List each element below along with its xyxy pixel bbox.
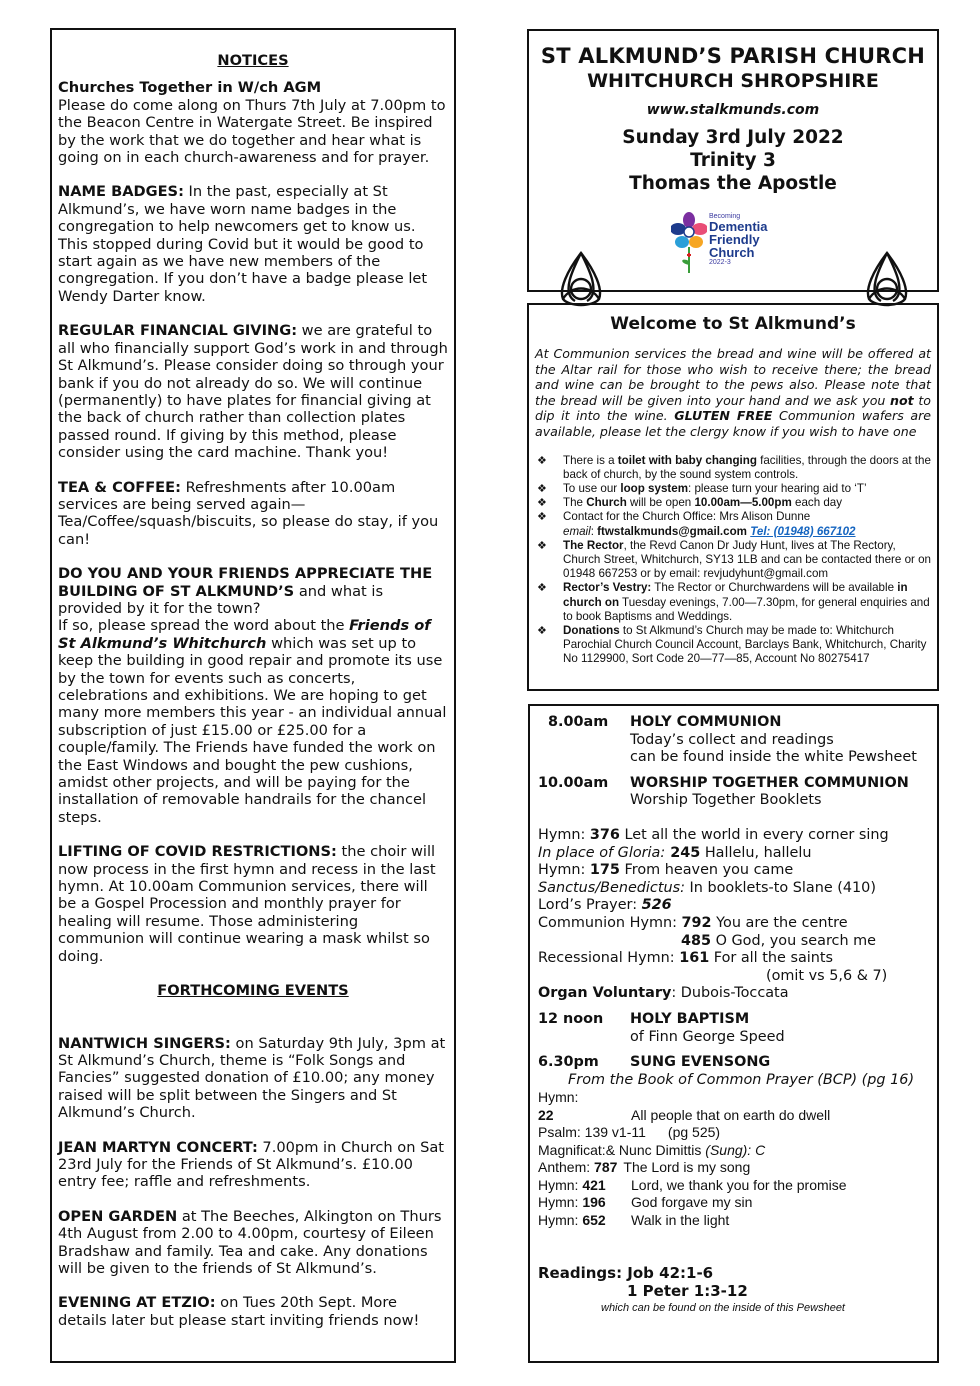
event-nantwich: [58, 1035, 448, 1122]
notice-tea-coffee: [58, 479, 448, 549]
service-line: Today’s collect and readings: [630, 731, 834, 748]
hymn-title: (Sung): C: [705, 1141, 766, 1158]
hymn-line: [538, 827, 929, 845]
item-text: to St Alkmund’s Church may be made to: Whitchurch Parochial Church Council Account, Barclays Bank, Whitchurch, Charity No 1129900, Sort Code 20—77—85, Account No 80275417: [563, 624, 927, 666]
hymn-title: Hallelu, hallelu: [700, 844, 812, 861]
hymn-label: Hymn:: [538, 1176, 583, 1193]
notice-text: the choir will now process in the first hymn and recess in the last hymn. At 10.00am Communion services, there will be a Gospel Procession and monthly prayer for healing will resume. Those administering communion will continue wearing a mask whilst so doing.: [58, 843, 436, 965]
logo-text: [709, 213, 768, 266]
notice-text: In the past, especially at St Alkmund’s, we have worn name badges in the congregation to help newcomers get to know us. This stopped during Covid but it would be good to start again as we have new members of the congregation. If you don’t have a badge please let Wendy Darter know.: [58, 183, 428, 305]
triquetra-icon-left: [553, 249, 609, 309]
diamond-bullet-icon: ❖: [537, 511, 547, 524]
notice-giving: [58, 322, 448, 461]
communion-text: At Communion services the bread and wine will be offered at the Altar rail for those who wish to receive there; the bread and wine can be brought to the pews also. Please note that the bread will be given into your hand and we ask you: [535, 346, 931, 408]
service-8am: [538, 714, 929, 767]
hymn-title: For all the saints: [709, 950, 834, 967]
notice-text: Please do come along on Thurs 7th July at 7.00pm to the Beacon Centre in Watergate Street. Be inspired by the work that we do together and hear what is going on in each church-awareness and for prayer.: [58, 96, 446, 167]
notice-text: which was set up to keep the building in good repair and promote its use by the town for events such as concerts, celebrations and exhibitions. We are hoping to get many more members this year - an individual annual subscription of just £15.00 or £25.00 for a couple/family. The Friends have funded the work on the East Windows and bought the pew cushions, amidst other projects, and will be paying for the installation of removable handrails for the chancel steps.: [58, 634, 447, 826]
organ-voluntary: [538, 985, 929, 1003]
item-text: Tuesday evenings, 7.00—7.30pm, for general enquiries and to book Baptisms and Weddings.: [563, 595, 930, 623]
service-title: SUNG EVENSONG: [630, 1054, 771, 1071]
services-panel: [528, 704, 939, 1363]
service-line: Worship Together Booklets: [630, 792, 822, 809]
service-title: WORSHIP TOGETHER COMMUNION: [630, 774, 909, 791]
notice-text: Refreshments after 10.00am services are being served again—Tea/Coffee/squash/biscuits, so please do stay, if you can!: [58, 478, 439, 548]
hymn-label: Organ Voluntary: [538, 985, 672, 1002]
hymn-label: Recessional Hymn:: [538, 950, 680, 967]
communion-notice: [535, 346, 931, 440]
feast-label: Thomas the Apostle: [629, 173, 837, 194]
event-label: JEAN MARTYN CONCERT:: [58, 1138, 258, 1156]
diamond-bullet-icon: ❖: [537, 582, 547, 595]
trinity-label: Trinity 3: [690, 150, 776, 171]
service-evensong: [538, 1054, 929, 1089]
item-text: The Rector or Churchwardens will be available: [651, 581, 898, 595]
item-text: : please turn your hearing aid to ‘T’: [688, 481, 867, 495]
notice-text: and what is provided by it for the town?: [58, 582, 384, 617]
flower-icon: [671, 211, 707, 277]
hymn-number: 175: [589, 862, 620, 879]
event-label: NANTWICH SINGERS:: [58, 1034, 231, 1052]
hymn-label: Lord’s Prayer:: [538, 897, 642, 914]
hymn-title: From heaven you came: [619, 862, 794, 879]
hymn-line: [538, 880, 929, 898]
hymn-title: Lord, we thank you for the promise: [631, 1176, 847, 1193]
item-bold: in church on: [563, 581, 908, 609]
hymn-line: [538, 1177, 929, 1195]
notice-label: NAME BADGES:: [58, 183, 184, 201]
hymn-number: 652: [582, 1211, 606, 1228]
notice-friends: [58, 565, 448, 826]
hymn-number: 376: [589, 826, 620, 843]
list-item-contact: ❖ Contact for the Church Office: Mrs Alison Dunne email: ftwstalkmunds@gmail.com Tel: (01948) 667102: [537, 510, 856, 538]
item-text: There is a: [563, 453, 618, 467]
hymn-title: God forgave my sin: [631, 1194, 753, 1211]
hymn-list-10am: [538, 827, 929, 1003]
notices-panel: [50, 28, 456, 1363]
service-10am: [538, 775, 929, 810]
hymn-title: Let all the world in every corner sing: [619, 826, 889, 843]
hymn-number: 792: [681, 914, 712, 931]
bcp-note: From the Book of Common Prayer (BCP) (pg 16): [568, 1071, 915, 1088]
notice-ct-agm: [58, 79, 448, 166]
notice-label: REGULAR FINANCIAL GIVING:: [58, 322, 298, 340]
event-text: 7.00pm in Church on Sat 23rd July for the Friends of St Alkmund’s. £10.00 entry fee; raffle and refreshments.: [58, 1138, 445, 1191]
friends-name: Friends of St Alkmund’s Whitchurch: [58, 617, 431, 652]
item-text: facilities, through the doors at the back of church, by the sound system controls.: [563, 453, 931, 481]
item-text: The: [563, 496, 587, 510]
hymn-title: All people that on earth do dwell: [631, 1106, 831, 1123]
notice-label: DO YOU AND YOUR FRIENDS APPRECIATE THE BUILDING OF ST ALKMUND’S: [58, 565, 433, 600]
hymn-number: 245: [665, 844, 701, 861]
dementia-friendly-logo: [671, 211, 791, 277]
office-email[interactable]: ftwstalkmunds@gmail.com: [597, 524, 747, 538]
hymn-line: [538, 915, 929, 933]
list-item-opening: [535, 496, 931, 510]
hymn-line: [538, 1089, 929, 1124]
hymn-line: [538, 1212, 929, 1230]
hymn-number: 526: [641, 897, 672, 914]
hymn-label: Communion Hymn:: [538, 914, 682, 931]
church-location: WHITCHURCH SHROPSHIRE: [587, 70, 879, 92]
hymn-title: O God, you search me: [711, 932, 877, 949]
welcome-panel: [527, 303, 939, 691]
hymn-number: 485: [681, 932, 712, 949]
hymn-line: [538, 1194, 929, 1212]
opening-hours: 10.00am—5.00pm: [694, 496, 792, 510]
events-heading: FORTHCOMING EVENTS: [157, 982, 349, 1000]
hymn-label: Hymn:: [538, 1211, 583, 1228]
list-item-rector: [535, 539, 931, 582]
logo-line1: Dementia: [709, 219, 768, 234]
notice-name-badges: [58, 183, 448, 305]
service-noon: [538, 1011, 929, 1046]
service-time: 6.30pm: [538, 1054, 599, 1071]
hymn-note: (omit vs 5,6 & 7): [766, 967, 888, 984]
hymn-number: 196: [582, 1194, 606, 1211]
notice-label: TEA & COFFEE:: [58, 478, 181, 496]
item-bold: Church: [586, 496, 627, 510]
hymn-line: [538, 950, 929, 968]
diamond-bullet-icon: ❖: [537, 482, 547, 495]
service-title: HOLY COMMUNION: [630, 714, 782, 730]
service-title: HOLY BAPTISM: [630, 1010, 750, 1027]
hymn-line: [538, 1124, 929, 1142]
event-label: OPEN GARDEN: [58, 1207, 178, 1225]
item-text: , the Revd Canon Dr Judy Hunt, lives at The Rectory, Church Street, Whitchurch, SY13 1LB and can be contacted there or on 01948 667253 or by email: revjudyhunt@gmail.com: [563, 538, 931, 581]
hymn-title: In booklets-to Slane (410): [684, 879, 876, 896]
hymn-label: Magnificat:& Nunc Dimittis: [538, 1141, 706, 1158]
hymn-label: In place of Gloria:: [538, 844, 666, 861]
communion-not: not: [890, 392, 914, 408]
item-text: each day: [791, 496, 843, 510]
item-text: Contact for the Church Office: Mrs Alison Dunne: [563, 510, 811, 524]
hymn-title: You are the centre: [711, 914, 848, 931]
item-bold: Rector’s Vestry:: [563, 581, 652, 595]
item-bold: Donations: [563, 624, 620, 637]
event-jean-martyn: [58, 1139, 448, 1191]
hymn-line: [538, 897, 929, 915]
info-list: [535, 454, 931, 667]
item-bold: loop system: [620, 481, 689, 495]
diamond-bullet-icon: ❖: [537, 497, 547, 510]
notice-text: we are grateful to all who financially support God’s work in and through St Alkmund’s. Please consider doing so through your bank if you do not already do so. We will continue (permanently) to have plates for financial giving at the back of church rather than collection plates passed round. If giving by this method, please consider using the card machine. Thank you!: [58, 322, 448, 462]
list-item-donations: [535, 624, 931, 667]
logo-line3: Church: [709, 245, 755, 260]
readings-note: which can be found on the inside of this Pewsheet: [601, 1302, 845, 1315]
gluten-free-label: GLUTEN FREE: [674, 408, 773, 424]
communion-text: to dip it into the wine.: [535, 392, 931, 424]
diamond-bullet-icon: ❖: [537, 625, 547, 637]
event-text: on Saturday 9th July, 3pm at St Alkmund’s Church, theme is “Folk Songs and Fancies” suggested donation of £10.00; any money raised will be split between the Singers and St Alkmund’s Church.: [58, 1034, 446, 1122]
logo-line2: Friendly: [709, 232, 760, 247]
hymn-number: 161: [679, 950, 710, 967]
event-text: at The Beeches, Alkington on Thurs 4th August from 2.00 to 4.00pm, courtesy of Eileen Bradshaw and family. Tea and cake. Any donations will be given to the friends of St Alkmund’s.: [58, 1207, 442, 1277]
list-item-vestry: [535, 581, 931, 624]
website[interactable]: www.stalkmunds.com: [646, 102, 820, 118]
hymn-label: Hymn:: [538, 1194, 583, 1211]
notice-title: Churches Together in W/ch AGM: [58, 79, 322, 97]
notice-covid: [58, 843, 448, 965]
logo-year: 2022-3: [709, 259, 731, 266]
hymn-number: 22: [538, 1106, 554, 1123]
service-date: Sunday 3rd July 2022: [622, 127, 844, 148]
hymn-title: Walk in the light: [631, 1211, 730, 1228]
service-time: 8.00am: [548, 714, 609, 730]
hymn-line: [538, 862, 929, 880]
hymn-title: (pg 525): [667, 1124, 721, 1141]
service-line: of Finn George Speed: [630, 1028, 785, 1045]
hymn-label: Hymn:: [538, 826, 590, 843]
hymn-line: [538, 1159, 929, 1177]
notices-heading: NOTICES: [217, 52, 289, 69]
hymn-label: Anthem:: [538, 1159, 595, 1176]
hymn-number: 787: [594, 1159, 618, 1176]
readings-line: Readings: Job 42:1-6: [538, 1264, 714, 1283]
hymn-list-evensong: [538, 1089, 929, 1229]
notice-text: If so, please spread the word about the: [58, 617, 350, 635]
diamond-bullet-icon: ❖: [537, 454, 547, 467]
diamond-bullet-icon: ❖: [537, 539, 547, 552]
notice-label: LIFTING OF COVID RESTRICTIONS:: [58, 843, 337, 861]
hymn-line: [538, 845, 929, 863]
hymn-label: Hymn:: [538, 862, 590, 879]
service-time: 12 noon: [538, 1010, 604, 1027]
event-text: on Tues 20th Sept. More details later but please start inviting friends now!: [58, 1294, 420, 1329]
hymn-title: The Lord is my song: [623, 1159, 751, 1176]
service-time: 10.00am: [538, 774, 609, 791]
welcome-title: Welcome to St Alkmund’s: [610, 314, 856, 334]
item-text: To use our: [563, 481, 621, 495]
hymn-label: Hymn:: [538, 1089, 579, 1106]
list-item-loop: [535, 482, 931, 496]
communion-text: Communion wafers are available, please let the clergy know if you wish to have one: [535, 408, 932, 439]
triquetra-icon-right: [859, 249, 915, 309]
item-text: will be open: [626, 496, 695, 510]
hymn-title: : Dubois-Toccata: [671, 985, 789, 1002]
church-name: ST ALKMUND’S PARISH CHURCH: [540, 44, 926, 68]
hymn-line: [538, 1142, 929, 1160]
hymn-label: Sanctus/Benedictus:: [538, 879, 685, 896]
item-bold: The Rector: [563, 538, 624, 552]
hymn-line: [538, 933, 929, 951]
service-line: can be found inside the white Pewsheet: [630, 749, 917, 766]
event-etzio: [58, 1294, 448, 1329]
hymn-label: Psalm: 139 v1-11: [538, 1124, 646, 1141]
logo-becoming: Becoming: [709, 213, 741, 220]
item-bold: toilet with baby changing: [617, 453, 757, 467]
readings-line-2: 1 Peter 1:3-12: [627, 1281, 748, 1300]
list-item-toilet: [535, 454, 931, 482]
email-label: email: [563, 524, 591, 538]
church-header: [527, 29, 939, 292]
event-open-garden: [58, 1208, 448, 1278]
office-phone-link[interactable]: Tel: (01948) 667102: [750, 524, 856, 538]
hymn-number: 421: [582, 1176, 606, 1193]
event-label: EVENING AT ETZIO:: [58, 1294, 216, 1312]
